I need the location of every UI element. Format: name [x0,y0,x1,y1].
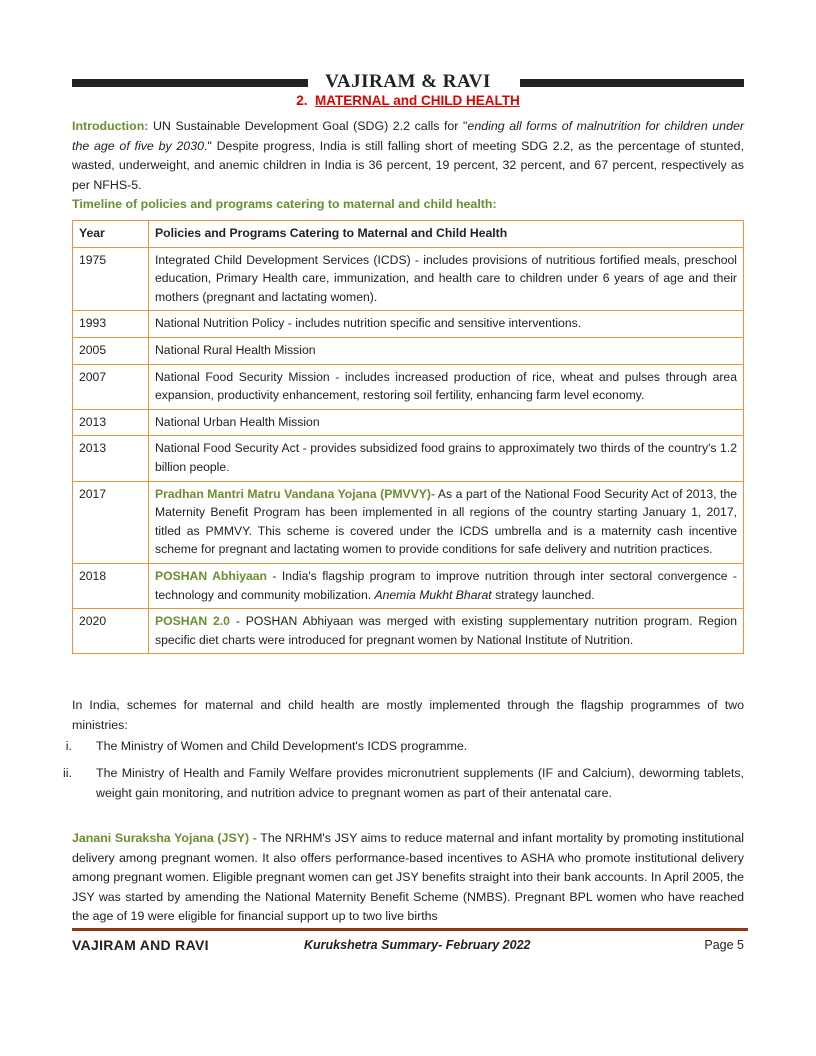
table-row [73,609,744,654]
page-number: Page 5 [704,938,744,952]
row-lead: POSHAN 2.0 [155,614,230,629]
intro-text-b: ." Despite progress, India is still falling short of meeting SDG 2.2, as the percentage of stunted, wasted, underweight, and anemic children in India is 36 percent, 19 percent, 32 percent, and 67 percent, respectively as per NFHS-5. [72,138,744,192]
row-text: National Nutrition Policy - includes nutrition specific and sensitive interventions. [149,311,744,338]
row-year: 2007 [73,364,149,409]
intro-quote: ending all forms of malnutrition for children under the age of five by 2030 [72,119,744,153]
jsy-text: The NRHM's JSY aims to reduce maternal and infant mortality by promoting institutional delivery among pregnant women. It also offers performance-based incentives to ASHA who promote institutional delivery among pregnant women. Eligible pregnant women can get JSY benefits straight into their bank accounts. In April 2005, the JSY was started by amending the National Maternity Benefit Scheme (NMBS). Pregnant BPL women who have reached the age of 19 were eligible for financial support up to two live births [72,831,745,923]
table-row [73,481,744,563]
row-body: - POSHAN Abhiyaan was merged with existing supplementary nutrition program. Region specific diet charts were introduced for pregnant women by National Institute of Nutrition. [155,614,737,647]
section-title [0,93,816,108]
row-text: National Rural Health Mission [149,337,744,364]
row-year: 2013 [73,409,149,436]
row-year: 2017 [73,481,149,563]
list-number: ii. [63,766,72,780]
row-text [149,609,744,654]
row-lead: POSHAN Abhiyaan [155,568,267,583]
jsy-paragraph [72,829,744,927]
table-row [73,563,744,608]
row-body: - India's flagship program to improve nutrition through inter sectoral convergence - technology and community mobilization. [155,568,737,602]
row-year: 1993 [73,311,149,338]
ministries-list-item-1 [52,737,744,757]
row-text [149,563,744,608]
table-row [73,364,744,409]
col-year-header: Year [73,221,149,248]
timeline-table [72,220,744,654]
row-italic: Anemia Mukht Bharat [374,587,492,602]
table-row [73,311,744,338]
header-brand: VAJIRAM & RAVI [325,71,491,92]
footer-divider [72,928,748,931]
col-policy-header: Policies and Programs Catering to Maternal and Child Health [149,221,744,248]
intro-paragraph [72,117,744,195]
list-number: i. [65,739,72,753]
row-body: As a part of the National Food Security Act of 2013, the Maternity Benefit Program has been implemented in all regions of the country starting January 1, 2017, titled as PMMVY. This scheme is covered under the ICDS umbrella and is a maternity cash incentive scheme for pregnant and lactating women to provide conditions for safe delivery and nutrition practices. [155,486,737,557]
table-row [73,436,744,481]
table-header-row [73,221,744,248]
page-footer [72,937,744,957]
list-item [52,764,744,803]
section-title-text: MATERNAL and CHILD HEALTH [315,93,520,108]
ministries-paragraph: In India, schemes for maternal and child health are mostly implemented through the flagship programmes of two ministries: [72,698,744,732]
row-year: 2020 [73,609,149,654]
row-year: 2005 [73,337,149,364]
row-tail: strategy launched. [491,587,595,602]
footer-title: Kurukshetra Summary- February 2022 [304,938,531,952]
intro-text-a: UN Sustainable Development Goal (SDG) 2.2 calls for " [148,119,468,133]
jsy-label: Janani Suraksha Yojana (JSY) - [72,831,257,845]
row-text: National Food Security Mission - includes increased production of rice, wheat and pulses through area expansion, productivity enhancement, restoring soil fertility, enhancing farm level economy. [149,364,744,409]
list-item [52,737,744,757]
footer-brand: VAJIRAM AND RAVI [72,937,209,953]
intro-label: Introduction: [72,119,149,133]
row-year: 2013 [73,436,149,481]
section-number: 2. [296,93,308,108]
row-text: National Urban Health Mission [149,409,744,436]
row-lead: Pradhan Mantri Matru Vandana Yojana (PMVVY)- [155,486,436,501]
row-text [149,481,744,563]
row-text: National Food Security Act - provides subsidized food grains to approximately two thirds of the country's 1.2 billion people. [149,436,744,481]
ministries-list-item-2 [52,764,744,803]
table-row [73,409,744,436]
table-row [73,337,744,364]
header-banner [72,71,744,92]
row-year: 2018 [73,563,149,608]
row-year: 1975 [73,247,149,311]
list-text: The Ministry of Health and Family Welfare provides micronutrient supplements (IF and Calcium), deworming tablets, weight gain monitoring, and nutrition advice to pregnant women as part of their antenatal care. [96,766,744,800]
list-text: The Ministry of Women and Child Development's ICDS programme. [96,739,468,753]
timeline-heading: Timeline of policies and programs catering to maternal and child health: [72,197,497,211]
table-row [73,247,744,311]
row-text: Integrated Child Development Services (ICDS) - includes provisions of nutritious fortified meals, preschool education, Primary Health care, immunization, and health care to children under 6 years of age and their mothers (pregnant and lactating women). [149,247,744,311]
